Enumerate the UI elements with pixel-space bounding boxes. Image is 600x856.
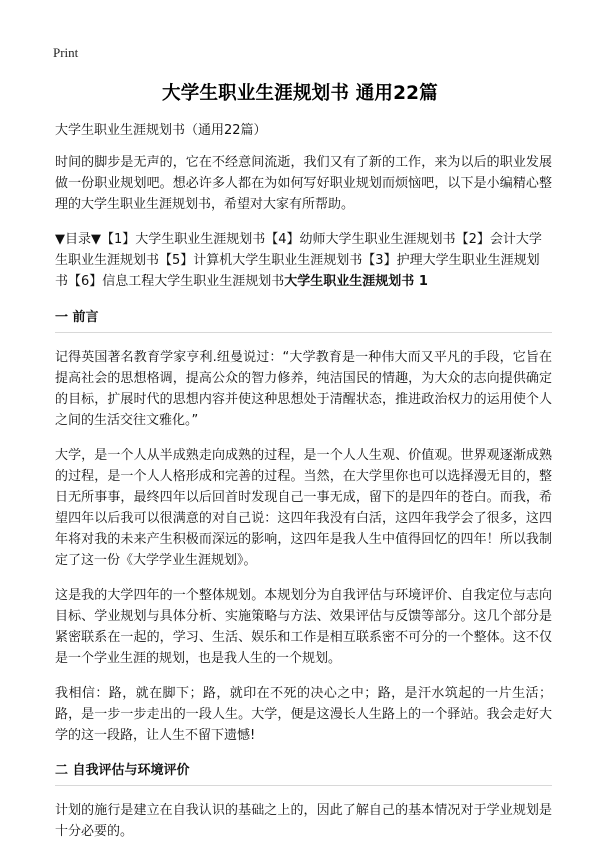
table-of-contents (55, 229, 552, 292)
preface-paragraph: 大学，是一个人从半成熟走向成熟的过程，是一个人人生观、价值观。世界观逐渐成熟的过程，是一个人人格形成和完善的过程。当然，在大学里你也可以选择漫无目的，整日无所事事，最终四年以后回首时发现自己一事无成，留下的是四年的苍白。而我，希望四年以后我可以很满意的对自己说：这四年我没有白活，这四年我学会了很多，这四年将对我的未来产生积极而深远的影响，这四年是我人生中值得回忆的四年！所以我制定了这一份《大学学业生涯规划》。 (55, 448, 552, 568)
toc-item-2[interactable]: 【2】会计大学生职业生涯规划书 (55, 232, 542, 268)
section-divider (55, 785, 552, 786)
article-subtitle: 大学生职业生涯规划书（通用22篇） (55, 123, 267, 138)
toc-item-3[interactable]: 【3】护理大学生职业生涯规划书 (55, 253, 540, 289)
document-title: 大学生职业生涯规划书 通用22篇 (162, 83, 438, 104)
section-heading-preface: 一 前言 (55, 310, 99, 325)
toc-prefix: ▼目录▼ (55, 232, 101, 247)
preface-paragraph: 我相信：路，就在脚下；路，就印在不死的决心之中；路，是汗水筑起的一片生活；路，是一步一步走出的一段人生。大学，便是这漫长人生路上的一个驿站。我会走好大学的这一段路，让人生不留下遗憾! (55, 686, 552, 743)
toc-item-5[interactable]: 【5】计算机大学生职业生涯规划书 (159, 253, 363, 268)
toc-item-4[interactable]: 【4】幼师大学生职业生涯规划书 (265, 232, 456, 247)
article-body (55, 120, 552, 856)
preface-paragraph: 这是我的大学四年的一个整体规划。本规划分为自我评估与环境评价、自我定位与志向目标、学业规划与具体分析、实施策略与方法、效果评估与反馈等部分。这几个部分是紧密联系在一起的，学习、生活、娱乐和工作是相互联系密不可分的一个整体。这不仅是一个学业生涯的规划，也是我人生的一个规划。 (55, 588, 552, 666)
intro-paragraph: 时间的脚步是无声的，它在不经意间流逝，我们又有了新的工作，来为以后的职业发展做一份职业规划吧。想必许多人都在为如何写好职业规划而烦恼吧，以下是小编精心整理的大学生职业生涯规划书，希望对大家有所帮助。 (55, 155, 552, 212)
toc-item-6[interactable]: 【6】信息工程大学生职业生涯规划书 (68, 274, 285, 289)
print-link[interactable]: Print (53, 45, 79, 60)
section-heading-self-assessment: 二 自我评估与环境评价 (55, 763, 190, 778)
toc-item-1[interactable]: 【1】大学生职业生涯规划书 (101, 232, 266, 247)
toc-current-article: 大学生职业生涯规划书 1 (284, 274, 428, 289)
section-divider (55, 332, 552, 333)
preface-paragraph: 记得英国著名教育学家亨利.纽曼说过：“大学教育是一种伟大而又平凡的手段，它旨在提高社会的思想格调，提高公众的智力修养，纯洁国民的情趣，为大众的志向提供确定的目标，扩展时代的思想内容并使这种思想处于清醒状态，推进政治权力的运用使个人之间的生活交往文雅化。” (55, 350, 552, 428)
self-assessment-paragraph: 计划的施行是建立在自我认识的基础之上的，因此了解自己的基本情况对于学业规划是十分必要的。 (55, 803, 552, 839)
